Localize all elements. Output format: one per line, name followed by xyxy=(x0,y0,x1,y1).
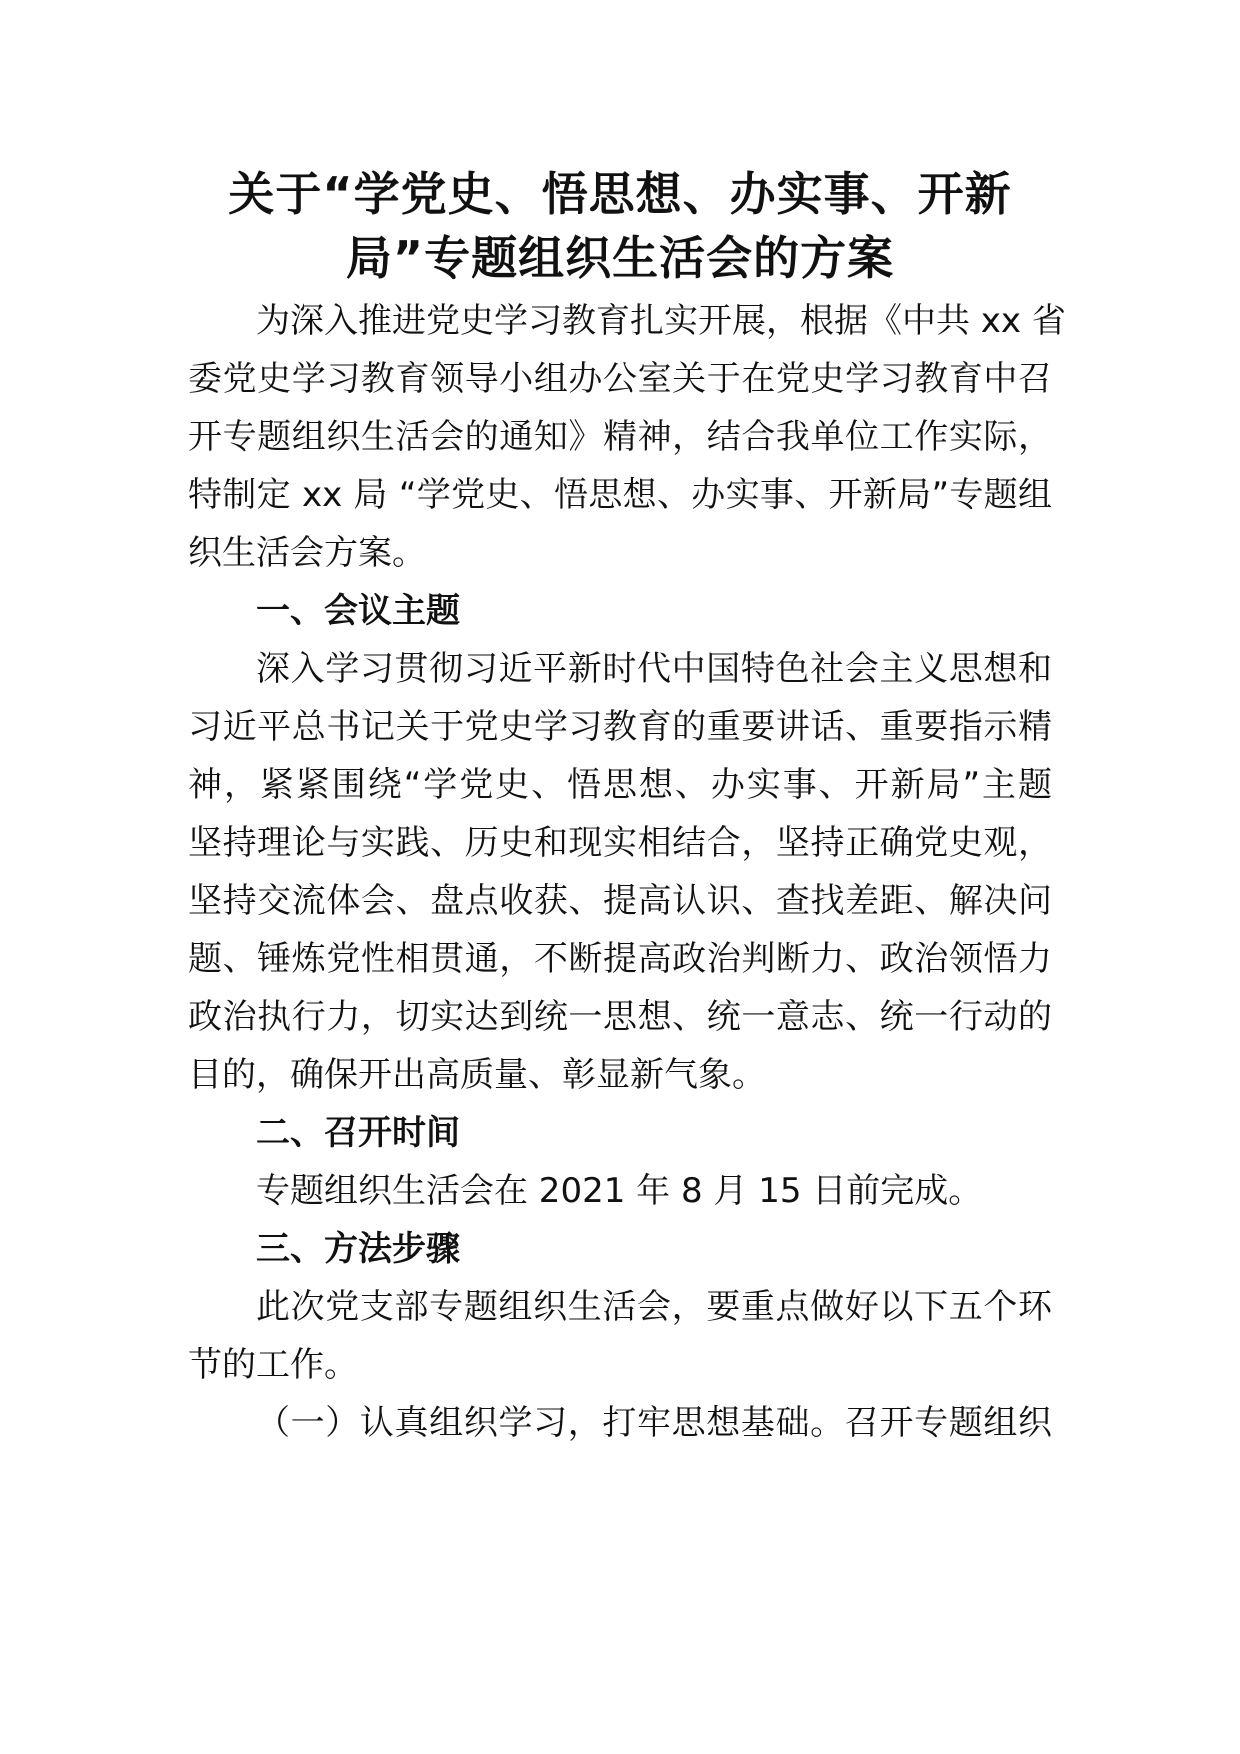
section-2-line-1: 专题组织生活会在 2021 年 8 月 15 日前完成。 xyxy=(256,1171,983,1211)
document-title-line-2: 局”专题组织生活会的方案 xyxy=(345,231,895,285)
section-3-line-3: （一）认真组织学习，打牢思想基础。召开专题组织 xyxy=(256,1403,1052,1443)
section-1-line-1: 深入学习贯彻习近平新时代中国特色社会主义思想和 xyxy=(256,649,1052,689)
section-1-line-5: 坚持交流体会、盘点收获、提高认识、查找差距、解决问 xyxy=(188,881,1052,921)
section-1-line-3: 神，紧紧围绕“学党史、悟思想、办实事、开新局”主题 xyxy=(188,765,1052,805)
intro-line-5: 织生活会方案。 xyxy=(188,533,426,573)
section-3-line-1: 此次党支部专题组织生活会，要重点做好以下五个环 xyxy=(256,1287,1052,1327)
section-1-line-8: 目的，确保开出高质量、彰显新气象。 xyxy=(188,1055,766,1095)
document-title-line-1: 关于“学党史、悟思想、办实事、开新 xyxy=(228,167,1012,221)
intro-line-1: 为深入推进党史学习教育扎实开展，根据《中共 xx 省 xyxy=(256,301,1066,341)
section-3-heading: 三、方法步骤 xyxy=(256,1229,460,1269)
section-3-line-2: 节的工作。 xyxy=(188,1345,358,1385)
section-1-heading: 一、会议主题 xyxy=(256,591,460,631)
section-1-line-6: 题、锤炼党性相贯通，不断提高政治判断力、政治领悟力 xyxy=(188,939,1052,979)
section-2-heading: 二、召开时间 xyxy=(256,1113,460,1153)
section-1-line-4: 坚持理论与实践、历史和现实相结合，坚持正确党史观， xyxy=(188,823,1052,863)
section-1-line-7: 政治执行力，切实达到统一思想、统一意志、统一行动的 xyxy=(188,997,1052,1037)
intro-line-3: 开专题组织生活会的通知》精神，结合我单位工作实际， xyxy=(188,417,1052,457)
intro-line-2: 委党史学习教育领导小组办公室关于在党史学习教育中召 xyxy=(188,359,1052,399)
section-1-line-2: 习近平总书记关于党史学习教育的重要讲话、重要指示精 xyxy=(188,707,1052,747)
intro-line-4: 特制定 xx 局 “学党史、悟思想、办实事、开新局”专题组 xyxy=(188,475,1052,515)
